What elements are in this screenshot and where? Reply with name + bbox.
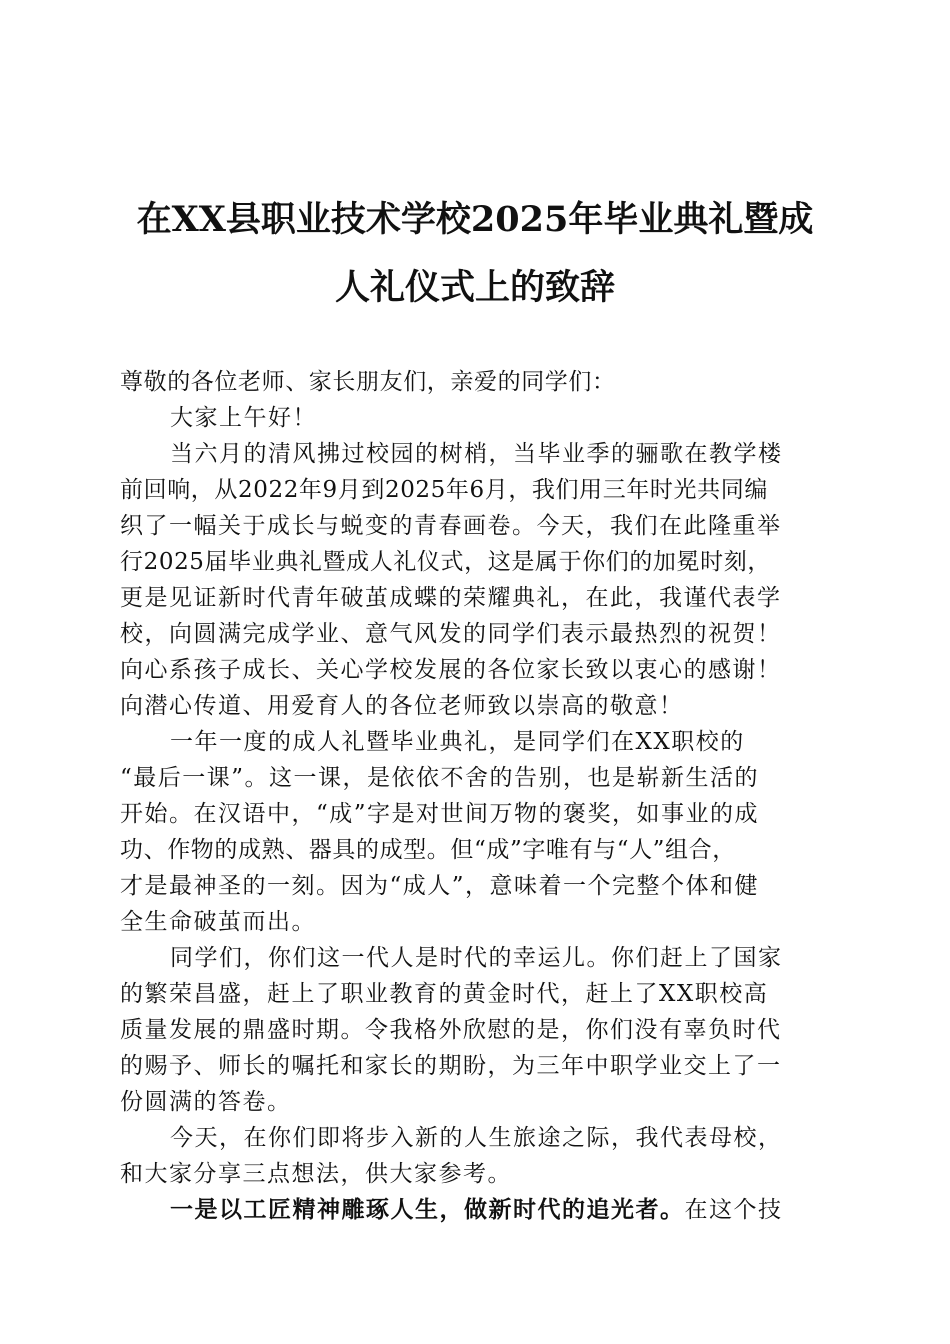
paragraph-line: 的繁荣昌盛，赶上了职业教育的黄金时代，赶上了XX职校高 xyxy=(120,981,769,1007)
paragraph-line: 份圆满的答卷。 xyxy=(120,1089,292,1115)
paragraph-line: 的赐予、师长的嘱托和家长的期盼，为三年中职学业交上了一 xyxy=(120,1053,782,1079)
paragraph-line: 当六月的清风拂过校园的树梢，当毕业季的骊歌在教学楼 xyxy=(170,441,783,467)
paragraph-line: 向心系孩子成长、关心学校发展的各位家长致以衷心的感谢！ xyxy=(120,657,782,683)
paragraph-line: 今天，在你们即将步入新的人生旅途之际，我代表母校， xyxy=(170,1125,783,1151)
document-title-line-2: 人礼仪式上的致辞 xyxy=(334,267,615,308)
paragraph-line: 同学们，你们这一代人是时代的幸运儿。你们赶上了国家 xyxy=(170,945,783,971)
paragraph-3 xyxy=(120,940,832,1120)
paragraph-4 xyxy=(120,1120,832,1192)
paragraph-line: 和大家分享三点想法，供大家参考。 xyxy=(120,1161,512,1187)
paragraph-line: 前回响，从2022年9月到2025年6月，我们用三年时光共同编 xyxy=(120,477,768,503)
paragraph-5 xyxy=(120,1192,832,1228)
document-title-line-1: 在XX县职业技术学校2025年毕业典礼暨成 xyxy=(136,199,814,240)
paragraph-line: “最后一课”。这一课，是依依不舍的告别，也是崭新生活的 xyxy=(120,765,760,791)
paragraph-line: 全生命破茧而出。 xyxy=(120,909,316,935)
paragraph-5-bold-lead: 一是以工匠精神雕琢人生，做新时代的追光者。 xyxy=(170,1196,685,1223)
paragraph-5-rest: 在这个技 xyxy=(684,1197,783,1223)
paragraph-line: 一年一度的成人礼暨毕业典礼，是同学们在XX职校的 xyxy=(170,729,745,755)
paragraph-line: 更是见证新时代青年破茧成蝶的荣耀典礼，在此，我谨代表学 xyxy=(120,585,782,611)
paragraph-line: 织了一幅关于成长与蜕变的青春画卷。今天，我们在此隆重举 xyxy=(120,513,782,539)
paragraph-line: 开始。在汉语中，“成”字是对世间万物的褒奖，如事业的成 xyxy=(120,801,760,827)
paragraph-line: 行2025届毕业典礼暨成人礼仪式，这是属于你们的加冕时刻， xyxy=(120,549,771,575)
paragraph-line: 质量发展的鼎盛时期。令我格外欣慰的是，你们没有辜负时代 xyxy=(120,1017,782,1043)
paragraph-line: 向潜心传道、用爱育人的各位老师致以崇高的敬意！ xyxy=(120,693,684,719)
paragraph-line: 功、作物的成熟、器具的成型。但“成”字唯有与“人”组合， xyxy=(120,837,736,863)
paragraph-line: 才是最神圣的一刻。因为“成人”，意味着一个完整个体和健 xyxy=(120,873,760,899)
paragraph-1 xyxy=(120,436,832,724)
paragraph-line: 校，向圆满完成学业、意气风发的同学们表示最热烈的祝贺！ xyxy=(120,621,782,647)
salutation: 尊敬的各位老师、家长朋友们，亲爱的同学们： xyxy=(120,369,616,395)
document-body xyxy=(120,364,832,1228)
greeting: 大家上午好！ xyxy=(170,405,317,431)
paragraph-2 xyxy=(120,724,832,940)
